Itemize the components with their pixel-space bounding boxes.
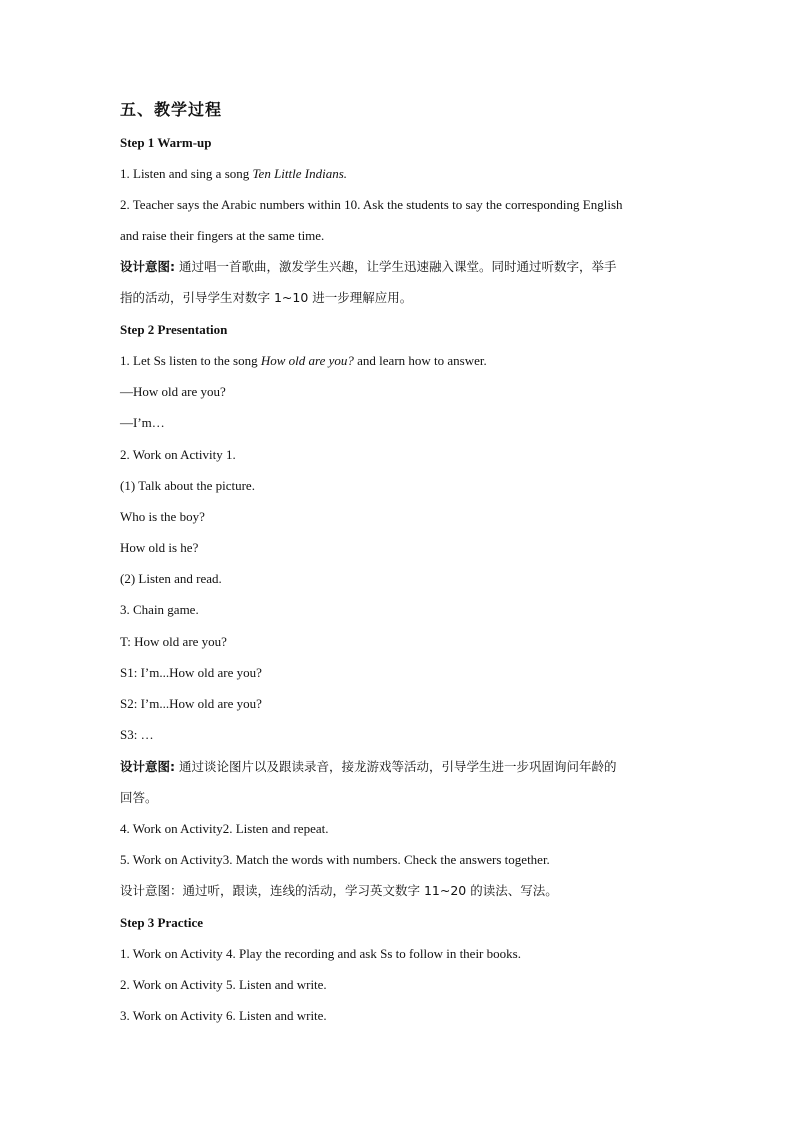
step3-item3: 3. Work on Activity 6. Listen and write. xyxy=(120,1008,327,1023)
step2-item2-sub2: (2) Listen and read. xyxy=(120,571,222,586)
chain-teacher: T: How old are you? xyxy=(120,634,227,649)
step1-item1 xyxy=(120,165,347,183)
step1-item2-line1: 2. Teacher says the Arabic numbers within 10. Ask the students to say the corresponding English xyxy=(120,197,623,212)
step2-design-intent-2: 设计意图：通过听，跟读，连线的活动，学习英文数字 11~20 的读法、写法。 xyxy=(120,883,558,898)
step2-item4: 4. Work on Activity2. Listen and repeat. xyxy=(120,821,329,836)
step2-design-intent-line1 xyxy=(120,758,616,776)
step2-item5: 5. Work on Activity3. Match the words with numbers. Check the answers together. xyxy=(120,852,550,867)
step2-item2: 2. Work on Activity 1. xyxy=(120,447,236,462)
step2-design-intent-line2: 回答。 xyxy=(120,790,158,805)
dialog-question: —How old are you? xyxy=(120,384,226,399)
dialog-answer: —I’m… xyxy=(120,415,165,430)
step3-title: Step 3 Practice xyxy=(120,915,204,930)
step1-item1-text: 1. Listen and sing a song xyxy=(120,166,253,181)
step3-item1: 1. Work on Activity 4. Play the recording and ask Ss to follow in their books. xyxy=(120,946,521,961)
section-title: 五、教学过程 xyxy=(120,100,223,119)
design-intent-label: 设计意图: xyxy=(120,259,175,274)
chain-student3: S3: … xyxy=(120,727,154,742)
design-intent-text: 通过唱一首歌曲，激发学生兴趣，让学生迅速融入课堂。同时通过听数字，举手 xyxy=(175,259,617,274)
design-intent-label: 设计意图: xyxy=(120,759,175,774)
question-who-is-the-boy: Who is the boy? xyxy=(120,509,205,524)
step1-design-intent-line1 xyxy=(120,258,616,276)
step2-item1-suffix: and learn how to answer. xyxy=(353,353,487,368)
step1-item2-line2: and raise their fingers at the same time. xyxy=(120,228,325,243)
step2-item3: 3. Chain game. xyxy=(120,602,199,617)
step2-item2-sub1: (1) Talk about the picture. xyxy=(120,478,255,493)
design-intent-text: 通过谈论图片以及跟读录音，接龙游戏等活动，引导学生进一步巩固询问年龄的 xyxy=(175,759,617,774)
step2-item1-prefix: 1. Let Ss listen to the song xyxy=(120,353,261,368)
question-how-old-is-he: How old is he? xyxy=(120,540,199,555)
step1-title: Step 1 Warm-up xyxy=(120,135,212,150)
step1-design-intent-line2: 指的活动，引导学生对数字 1~10 进一步理解应用。 xyxy=(120,290,413,305)
chain-student2: S2: I’m...How old are you? xyxy=(120,696,262,711)
step2-title: Step 2 Presentation xyxy=(120,322,228,337)
song-title-how-old-are-you: How old are you? xyxy=(260,353,354,368)
chain-student1: S1: I’m...How old are you? xyxy=(120,665,262,680)
song-title-ten-little-indians: Ten Little Indians. xyxy=(252,166,348,181)
step2-item1 xyxy=(120,352,487,370)
step3-item2: 2. Work on Activity 5. Listen and write. xyxy=(120,977,327,992)
